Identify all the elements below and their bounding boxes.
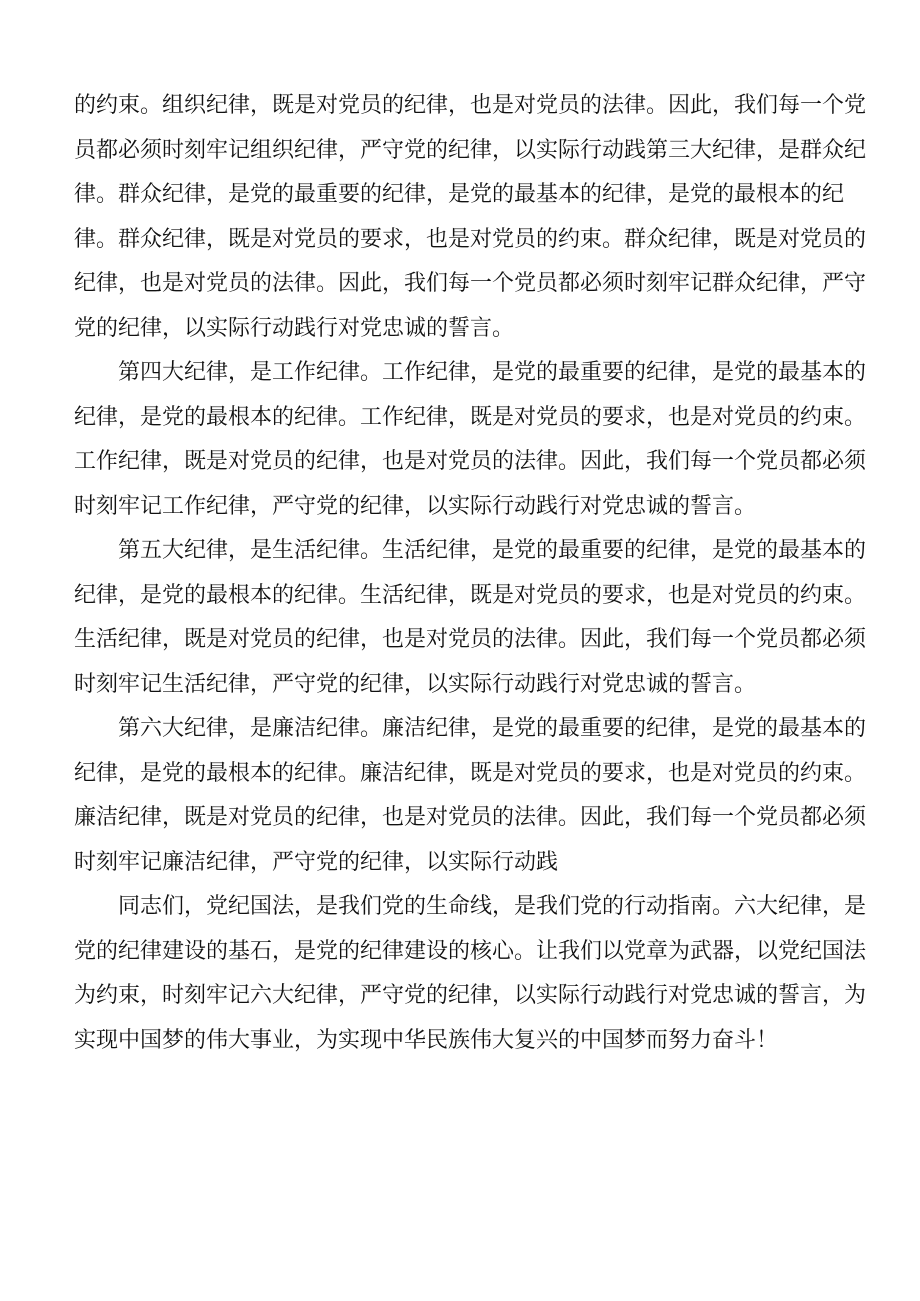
paragraph-conclusion: 同志们，党纪国法，是我们党的生命线，是我们党的行动指南。六大纪律，是党的纪律建设的基石，是党的纪律建设的核心。让我们以党章为武器，以党纪国法为约束，时刻牢记六大纪律，严守党的纪律，以实际行动践行对党忠诚的誓言，为实现中国梦的伟大事业，为实现中华民族伟大复兴的中国梦而努力奋斗！ — [74, 894, 867, 1053]
paragraph-integrity-discipline: 第六大纪律，是廉洁纪律。廉洁纪律，是党的最重要的纪律，是党的最基本的纪律，是党的最根本的纪律。廉洁纪律，既是对党员的要求，也是对党员的约束。廉洁纪律，既是对党员的纪律，也是对党员的法律。因此，我们每一个党员都必须时刻牢记廉洁纪律，严守党的纪律，以实际行动践 — [74, 716, 867, 875]
paragraph-life-discipline: 第五大纪律，是生活纪律。生活纪律，是党的最重要的纪律，是党的最基本的纪律，是党的最根本的纪律。生活纪律，既是对党员的要求，也是对党员的约束。生活纪律，既是对党员的纪律，也是对党员的法律。因此，我们每一个党员都必须时刻牢记生活纪律，严守党的纪律，以实际行动践行对党忠诚的誓言。 — [74, 538, 867, 697]
paragraph-work-discipline: 第四大纪律，是工作纪律。工作纪律，是党的最重要的纪律，是党的最基本的纪律，是党的最根本的纪律。工作纪律，既是对党员的要求，也是对党员的约束。工作纪律，既是对党员的纪律，也是对党员的法律。因此，我们每一个党员都必须时刻牢记工作纪律，严守党的纪律，以实际行动践行对党忠诚的誓言。 — [74, 360, 867, 519]
paragraph-organization-discipline-end: 的约束。组织纪律，既是对党员的纪律，也是对党员的法律。因此，我们每一个党员都必须时刻牢记组织纪律，严守党的纪律，以实际行动践第三大纪律，是群众纪律。群众纪律，是党的最重要的纪律，是党的最基本的纪律，是党的最根本的纪律。群众纪律，既是对党员的要求，也是对党员的约束。群众纪律，既是对党员的纪律，也是对党员的法律。因此，我们每一个党员都必须时刻牢记群众纪律，严守党的纪律，以实际行动践行对党忠诚的誓言。 — [74, 93, 867, 341]
document-body — [74, 84, 866, 1063]
